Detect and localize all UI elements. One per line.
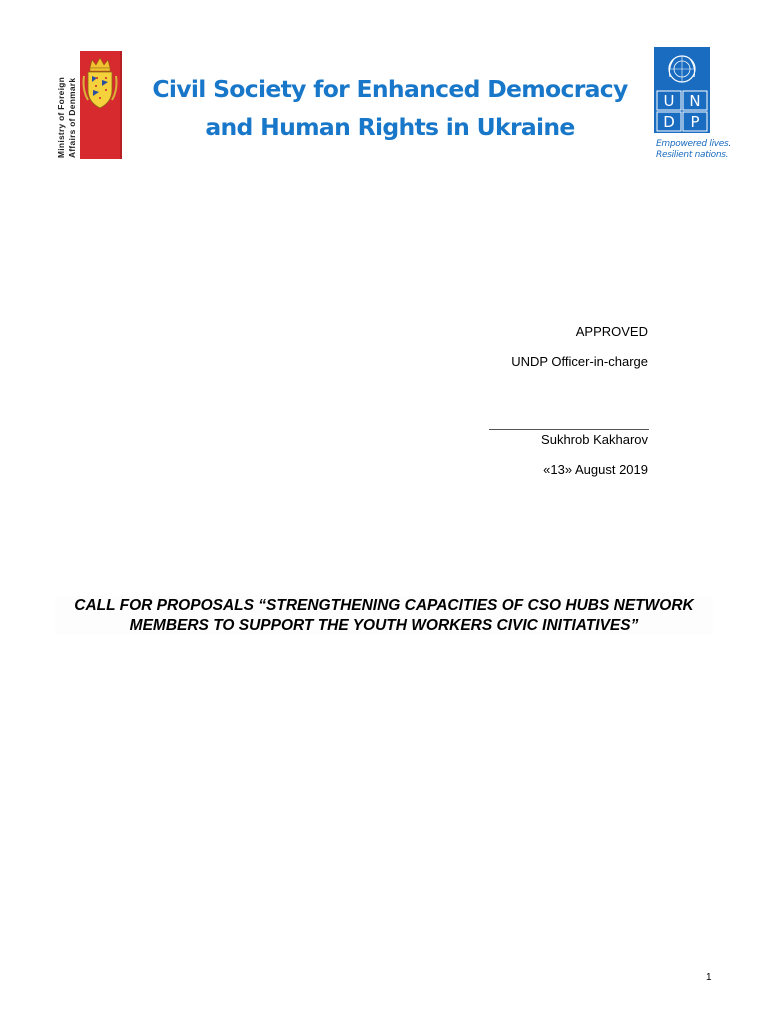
- approval-status: APPROVED: [575, 324, 648, 339]
- undp-logo: [654, 47, 710, 133]
- title-line-1: Civil Society for Enhanced Democracy: [152, 75, 628, 103]
- undp-tagline-line-1: Empowered lives.: [656, 139, 731, 149]
- undp-tagline-line-2: Resilient nations.: [656, 150, 729, 160]
- mfa-logo-text: [54, 46, 80, 160]
- danish-coat-of-arms-icon: [82, 56, 118, 114]
- mfa-logo-line1: Ministry of Foreign: [56, 76, 66, 158]
- undp-tagline: [656, 139, 736, 161]
- un-emblem-icon: [669, 56, 695, 82]
- signatory-name: Sukhrob Kakharov: [541, 432, 648, 447]
- title-line-2: and Human Rights in Ukraine: [205, 113, 575, 141]
- page-number: 1: [706, 972, 712, 983]
- call-for-proposals-heading: CALL FOR PROPOSALS “STRENGTHENING CAPACITIES OF CSO HUBS NETWORK MEMBERS TO SUPPORT THE YOUTH WORKERS CIVIC INITIATIVES”: [55, 596, 713, 635]
- mfa-red-band-edge: [120, 51, 122, 159]
- undp-letter-d: D: [663, 113, 675, 131]
- undp-letter-p: P: [690, 113, 700, 131]
- document-title: [150, 70, 630, 146]
- approval-role: UNDP Officer-in-charge: [511, 354, 648, 369]
- undp-letter-u: U: [663, 92, 675, 110]
- undp-letter-n: N: [689, 92, 701, 110]
- signature-line: [489, 429, 649, 430]
- mfa-logo-line2: Affairs of Denmark: [67, 77, 77, 158]
- approval-date: «13» August 2019: [543, 462, 648, 477]
